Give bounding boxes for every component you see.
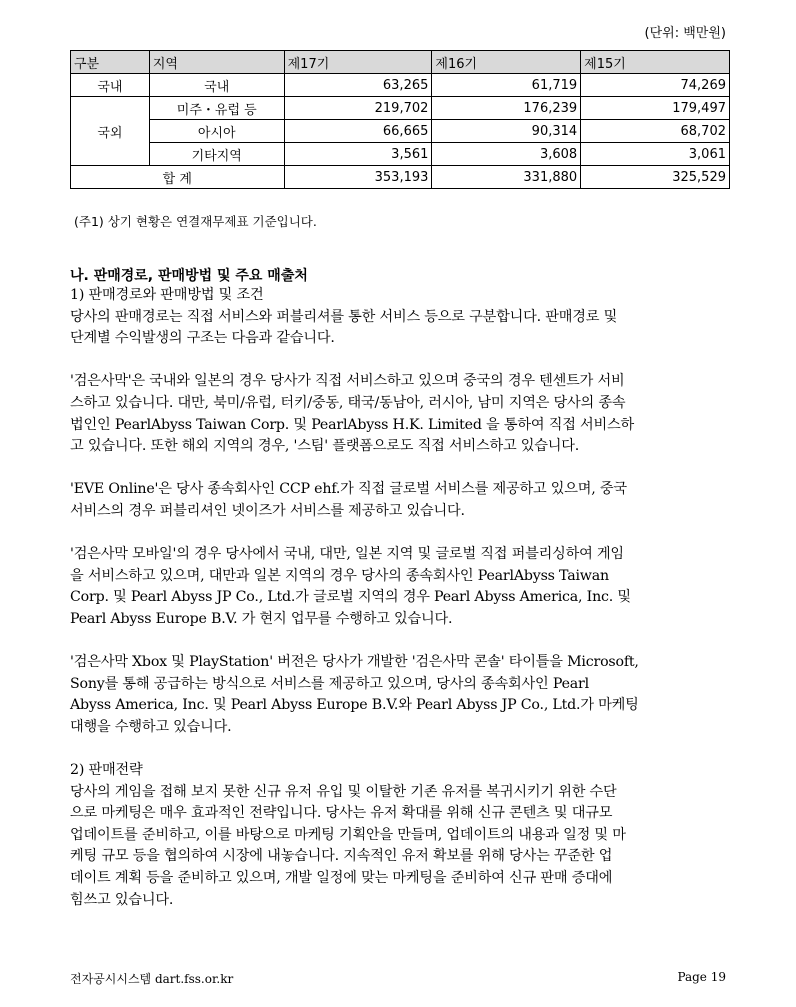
total-value: 353,193 [284,166,432,189]
value-cell: 179,497 [581,97,730,120]
line: 당사의 게임을 접해 보지 못한 신규 유저 유입 및 이탈한 기존 유저를 복귀시키기 위한 수단 [70,783,617,800]
subheading-sales-strategy: 2) 판매전략 [70,762,143,779]
value-cell: 176,239 [432,97,581,120]
header-region: 지역 [149,51,284,74]
line: 단계별 수익발생의 구조는 다음과 같습니다. [70,330,335,347]
line: 업데이트를 준비하고, 이를 바탕으로 마케팅 기획안을 만들며, 업데이트의 내용과 일정 및 마 [70,826,626,843]
table-row [71,74,730,97]
line: 법인인 PearlAbyss Taiwan Corp. 및 PearlAbyss H.K. Limited 을 통하여 직접 서비스하 [70,416,635,433]
line: 으로 마케팅은 매우 효과적인 전략입니다. 당사는 유저 확대를 위해 신규 콘텐츠 및 대규모 [70,805,613,822]
line: '검은사막 모바일'의 경우 당사에서 국내, 대만, 일본 지역 및 글로벌 직접 퍼블리싱하여 게임 [70,546,624,563]
line: Sony를 통해 공급하는 방식으로 서비스를 제공하고 있으며, 당사의 종속회사인 Pearl [70,675,589,692]
line: 당사의 판매경로는 직접 서비스와 퍼블리셔를 통한 서비스 등으로 구분합니다. 판매경로 및 [70,308,618,325]
line: 대행을 수행하고 있습니다. [70,718,232,735]
value-cell: 61,719 [432,74,581,97]
line: 서비스의 경우 퍼블리셔인 넷이즈가 서비스를 제공하고 있습니다. [70,502,465,519]
table-header-row [71,51,730,74]
line: 'EVE Online'은 당사 종속회사인 CCP ehf.가 직접 글로벌 서비스를 제공하고 있으며, 중국 [70,481,627,498]
line: 힘쓰고 있습니다. [70,891,174,908]
body-text [70,285,730,911]
region-cell: 기타지역 [149,143,284,166]
region-cell: 미주・유럽 등 [149,97,284,120]
value-cell: 3,061 [581,143,730,166]
region-cell: 국내 [149,74,284,97]
value-cell: 74,269 [581,74,730,97]
total-row [71,166,730,189]
group-domestic: 국내 [71,74,150,97]
value-cell: 3,561 [284,143,432,166]
value-cell: 219,702 [284,97,432,120]
line: 스하고 있습니다. 대만, 북미/유럽, 터키/중동, 태국/동남아, 러시아, 남미 지역은 당사의 종속 [70,394,626,411]
table-row [71,120,730,143]
section-heading: 나. 판매경로, 판매방법 및 주요 매출처 [70,268,308,284]
line: 데이트 계획 등을 준비하고 있으며, 개발 일정에 맞는 마케팅을 준비하여 신규 판매 증대에 [70,870,613,887]
table-row [71,97,730,120]
group-overseas: 국외 [71,97,150,166]
footer-source: 전자공시시스템 dart.fss.or.kr [70,972,234,986]
header-period-15: 제15기 [581,51,730,74]
line: Corp. 및 Pearl Abyss JP Co., Ltd.가 글로벌 지역의 경우 Pearl Abyss America, Inc. 및 [70,589,631,606]
header-period-17: 제17기 [284,51,432,74]
table-footnote: (주1) 상기 현황은 연결재무제표 기준입니다. [74,214,317,229]
value-cell: 3,608 [432,143,581,166]
regional-revenue-table [70,50,730,189]
total-value: 325,529 [581,166,730,189]
value-cell: 90,314 [432,120,581,143]
subheading-sales-channel: 1) 판매경로와 판매방법 및 조건 [70,287,264,303]
value-cell: 63,265 [284,74,432,97]
line: '검은사막'은 국내와 일본의 경우 당사가 직접 서비스하고 있으며 중국의 경우 텐센트가 서비 [70,373,625,390]
page-number: Page 19 [677,970,726,984]
total-value: 331,880 [432,166,581,189]
value-cell: 68,702 [581,120,730,143]
value-cell: 66,665 [284,120,432,143]
line: 고 있습니다. 또한 해외 지역의 경우, '스팀' 플랫폼으로도 직접 서비스하고 있습니다. [70,438,580,455]
table-row [71,143,730,166]
line: 케팅 규모 등을 협의하여 시장에 내놓습니다. 지속적인 유저 확보를 위해 당사는 꾸준한 업 [70,848,613,865]
line: Pearl Abyss Europe B.V. 가 현지 업무를 수행하고 있습니다. [70,610,453,627]
unit-label: (단위: 백만원) [644,26,726,41]
total-label: 합 계 [71,166,285,189]
line: '검은사막 Xbox 및 PlayStation' 버전은 당사가 개발한 '검은사막 콘솔' 타이틀을 Microsoft, [70,654,639,671]
header-period-16: 제16기 [432,51,581,74]
line: Abyss America, Inc. 및 Pearl Abyss Europe B.V.와 Pearl Abyss JP Co., Ltd.가 마케팅 [70,697,639,714]
region-cell: 아시아 [149,120,284,143]
line: 을 서비스하고 있으며, 대만과 일본 지역의 경우 당사의 종속회사인 PearlAbyss Taiwan [70,567,609,584]
header-division: 구분 [71,51,150,74]
